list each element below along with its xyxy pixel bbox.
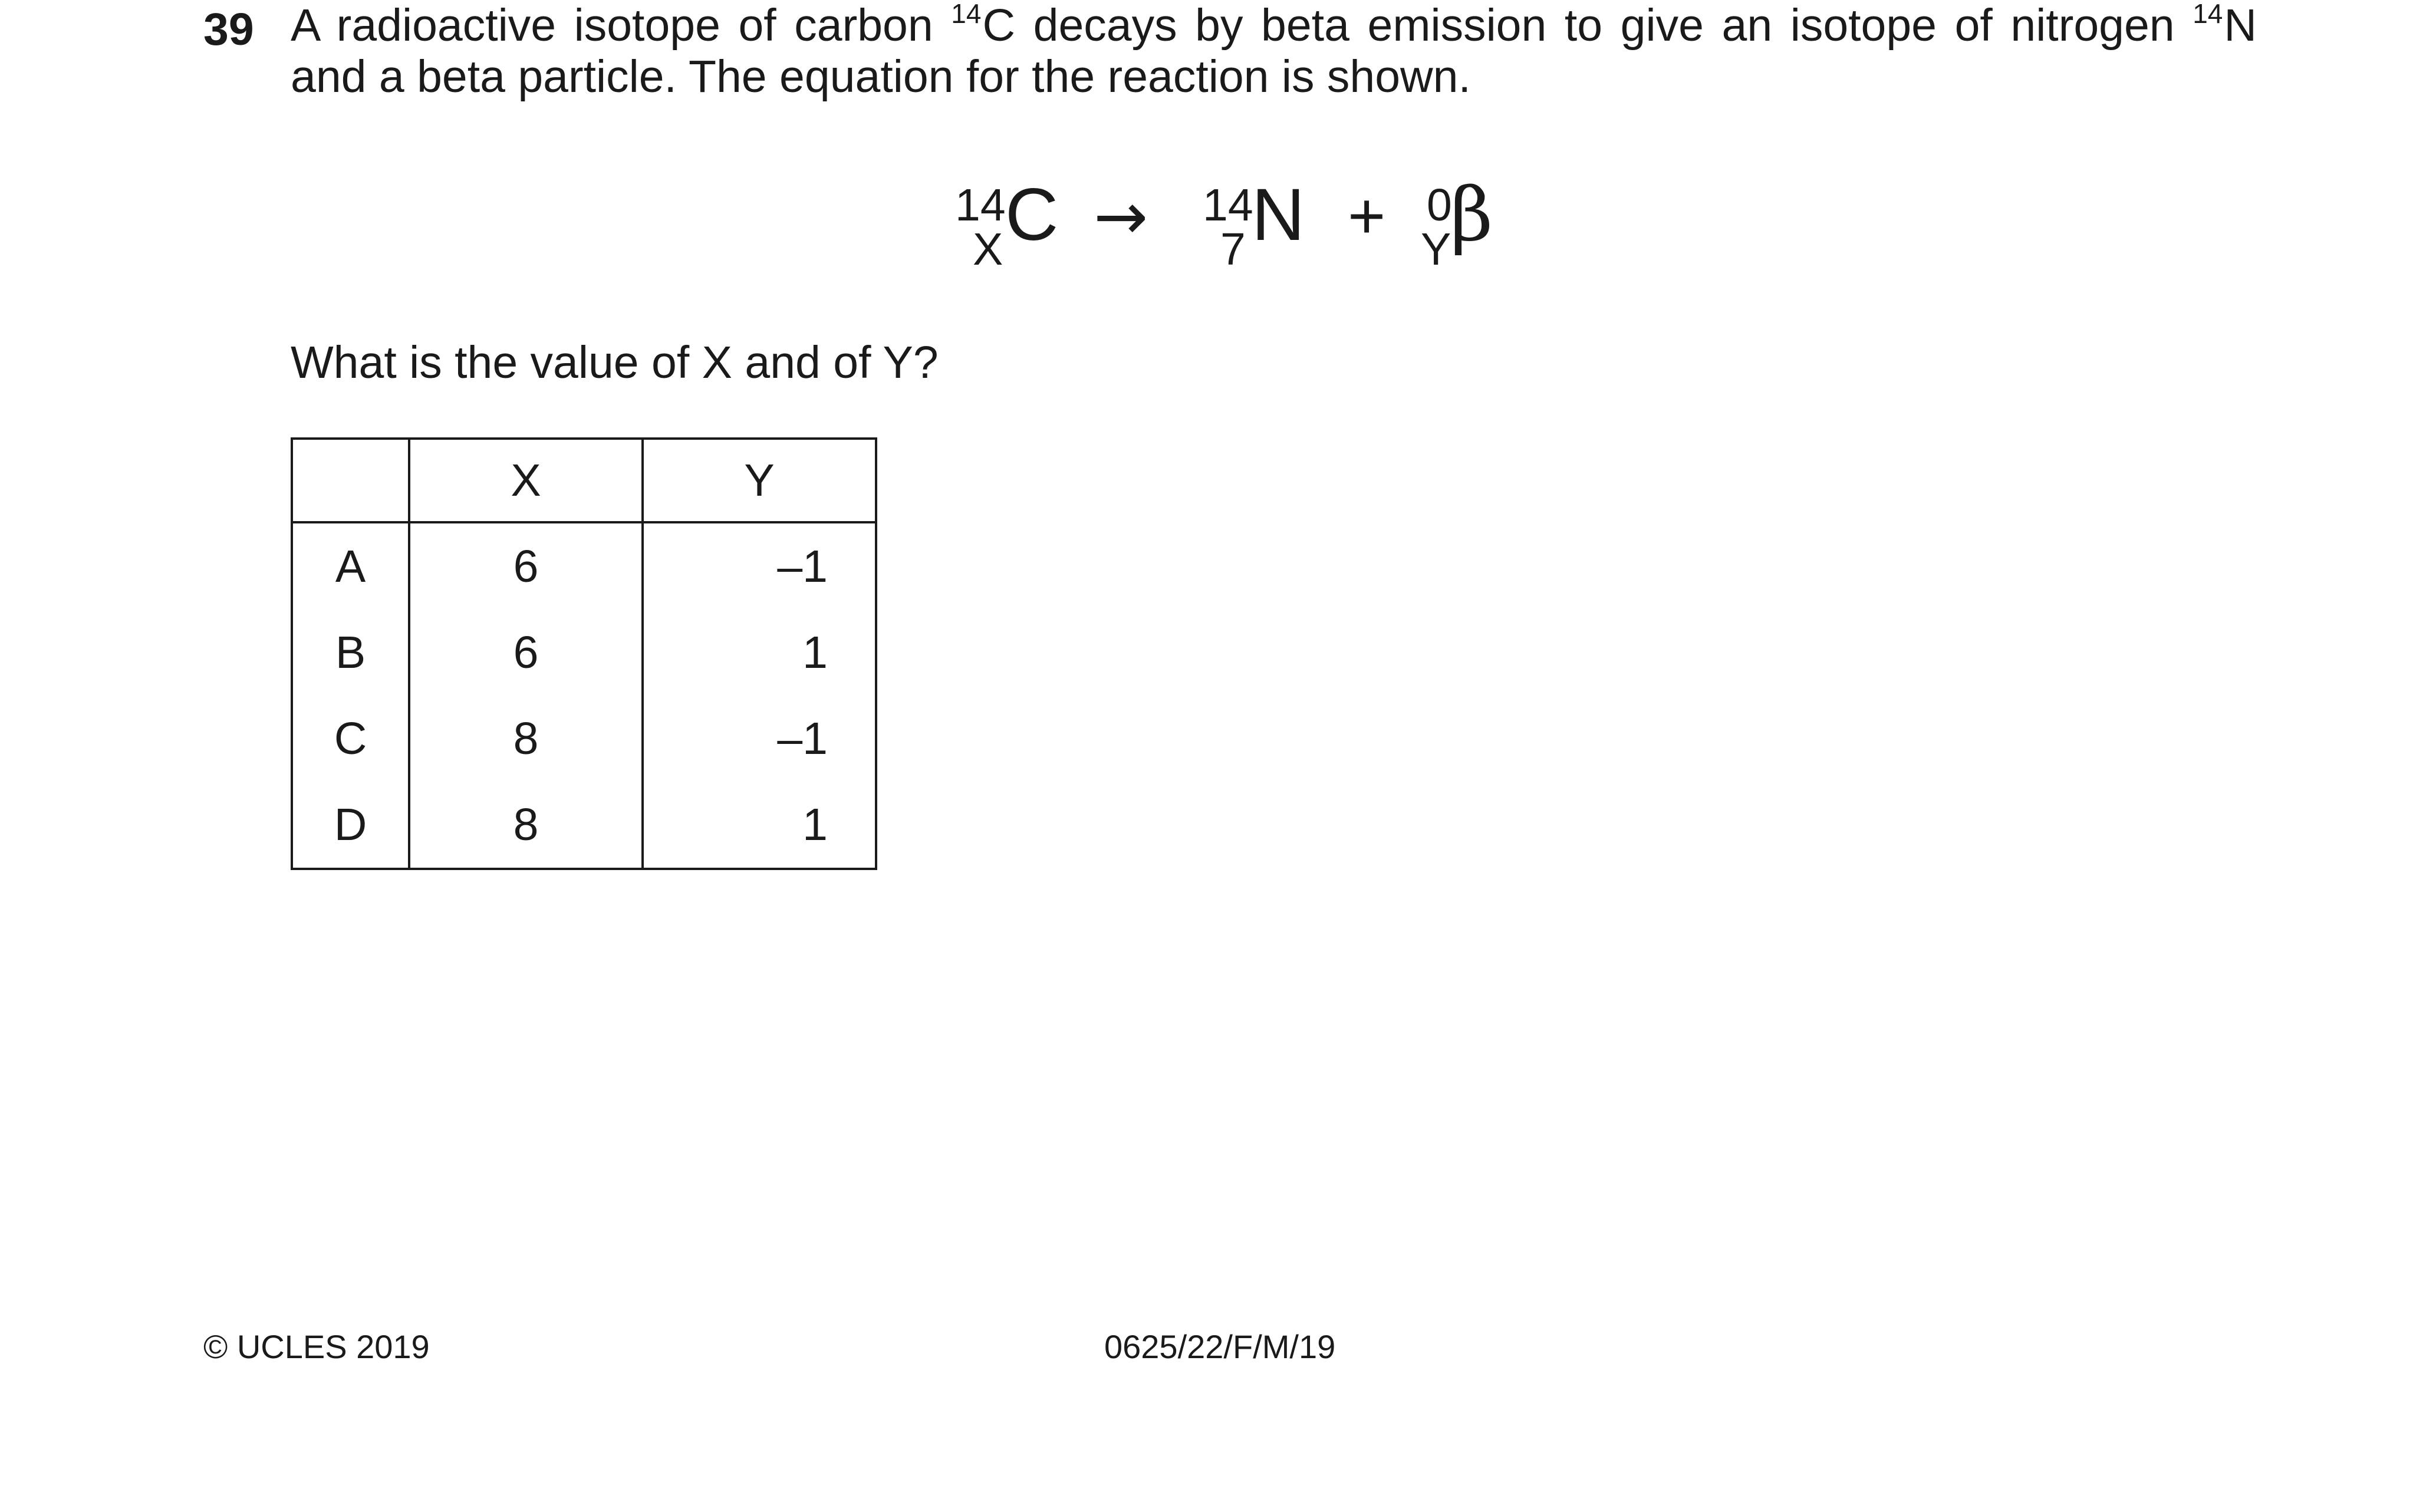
option-label[interactable]: C: [292, 696, 409, 782]
copyright-footer: © UCLES 2019: [203, 1328, 430, 1365]
decay-equation: [955, 171, 1545, 289]
header-x: X: [409, 439, 643, 522]
nitrogen-eq-symbol: N: [1252, 174, 1305, 256]
question-line-1-start: A radioactive isotope of carbon: [291, 0, 933, 51]
carbon-symbol: C: [1005, 174, 1059, 256]
reaction-arrow: →: [1094, 179, 1148, 254]
y-value: 1: [643, 782, 876, 869]
carbon-mass-number: 14: [951, 0, 982, 29]
answer-table: [291, 437, 877, 870]
y-value: 1: [643, 610, 876, 696]
x-value: 6: [409, 522, 643, 610]
question-number: 39: [203, 4, 254, 55]
paper-code-footer: 0625/22/F/M/19: [1104, 1328, 1336, 1365]
nitrogen-mass: 14: [1203, 180, 1253, 230]
nitrogen-14-label: [2193, 0, 2257, 51]
table-row[interactable]: [292, 696, 876, 782]
y-value: –1: [643, 696, 876, 782]
carbon-atomic-x: X: [973, 224, 1003, 275]
question-line-2: and a beta particle. The equation for the reaction is shown.: [291, 51, 1471, 102]
question-line-1: [291, 0, 2257, 51]
option-label[interactable]: D: [292, 782, 409, 869]
x-value: 8: [409, 696, 643, 782]
carbon-mass: 14: [955, 180, 1006, 230]
carbon-14-label: [951, 0, 982, 51]
nitrogen-symbol: N: [2224, 0, 2257, 51]
x-value: 6: [409, 610, 643, 696]
question-prompt: What is the value of X and of Y?: [291, 337, 939, 388]
table-row[interactable]: [292, 610, 876, 696]
table-row[interactable]: [292, 782, 876, 869]
question-text: [291, 0, 2257, 103]
header-y: Y: [643, 439, 876, 522]
option-label[interactable]: B: [292, 610, 409, 696]
nitrogen-atomic: 7: [1220, 224, 1246, 275]
beta-charge-y: Y: [1421, 224, 1451, 275]
plus-sign: +: [1348, 180, 1386, 252]
header-option: [292, 439, 409, 522]
beta-mass: 0: [1427, 180, 1452, 230]
table-header-row: [292, 439, 876, 522]
table-row[interactable]: [292, 522, 876, 610]
nitrogen-mass-number: 14: [2193, 0, 2223, 29]
question-line-1-middle: C decays by beta emission to give an isotope of nitrogen: [982, 0, 2175, 51]
y-value: –1: [643, 522, 876, 610]
beta-symbol: β: [1450, 172, 1493, 258]
x-value: 8: [409, 782, 643, 869]
option-label[interactable]: A: [292, 522, 409, 610]
